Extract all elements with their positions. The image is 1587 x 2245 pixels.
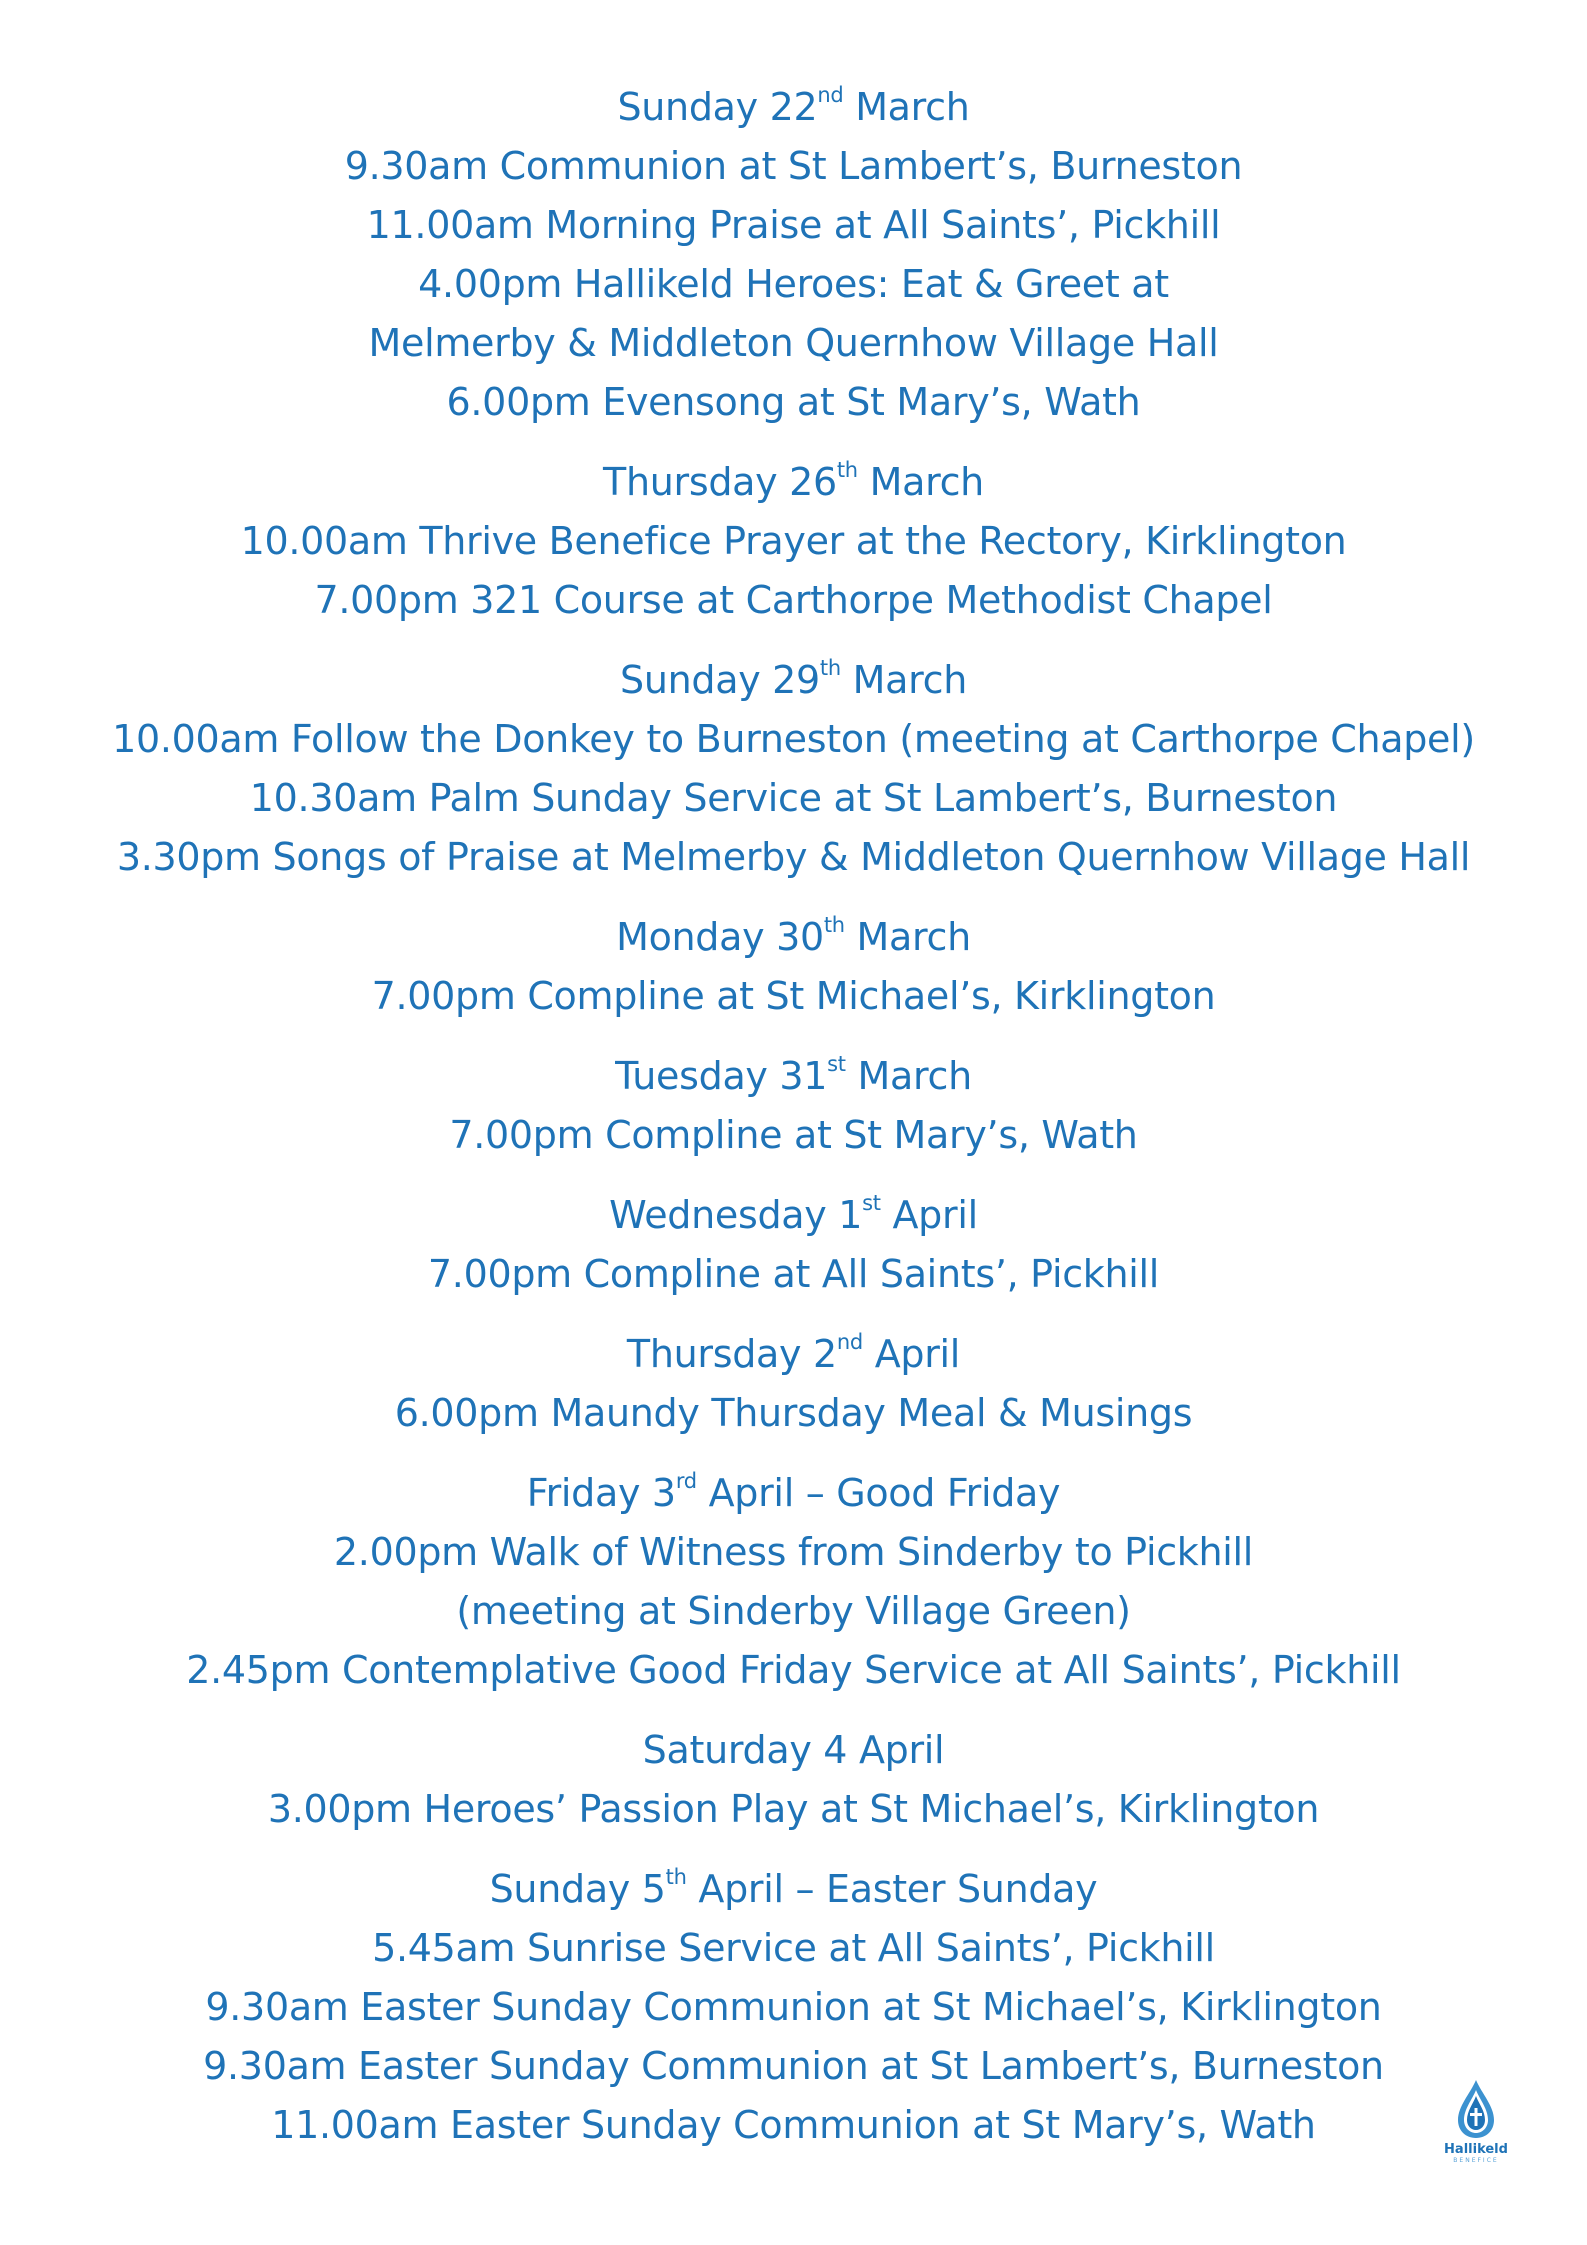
day-block <box>0 1860 1587 2155</box>
day-heading: Thursday 2nd April <box>626 1330 961 1376</box>
service-item: 10.00am Thrive Benefice Prayer at the Rectory, Kirklington <box>240 519 1347 563</box>
service-item: 2.45pm Contemplative Good Friday Service at All Saints’, Pickhill <box>186 1648 1401 1692</box>
water-drop-cross-icon <box>1440 2078 1512 2140</box>
day-heading: Monday 30th March <box>616 913 971 959</box>
service-item: 5.45am Sunrise Service at All Saints’, Pickhill <box>372 1926 1215 1970</box>
day-block <box>0 453 1587 630</box>
day-heading: Sunday 29th March <box>620 656 967 702</box>
day-block <box>0 1186 1587 1304</box>
day-heading: Tuesday 31st March <box>615 1052 972 1098</box>
service-item: 7.00pm Compline at St Mary’s, Wath <box>449 1113 1138 1157</box>
day-block <box>0 651 1587 887</box>
day-heading: Sunday 22nd March <box>617 83 970 129</box>
service-item: 3.00pm Heroes’ Passion Play at St Michael’s, Kirklington <box>267 1787 1320 1831</box>
service-item: 7.00pm Compline at All Saints’, Pickhill <box>427 1252 1160 1296</box>
service-item: 11.00am Easter Sunday Communion at St Mary’s, Wath <box>271 2103 1316 2147</box>
service-item: 9.30am Communion at St Lambert’s, Burneston <box>344 144 1243 188</box>
service-item: 2.00pm Walk of Witness from Sinderby to Pickhill <box>333 1530 1254 1574</box>
day-block <box>0 1721 1587 1839</box>
day-block <box>0 908 1587 1026</box>
day-heading: Wednesday 1st April <box>609 1191 978 1237</box>
service-item: 4.00pm Hallikeld Heroes: Eat & Greet at <box>418 262 1169 306</box>
service-item: 11.00am Morning Praise at All Saints’, Pickhill <box>366 203 1221 247</box>
logo-name: Hallikeld <box>1444 2142 1508 2157</box>
day-heading: Thursday 26th March <box>603 458 984 504</box>
day-block <box>0 1325 1587 1443</box>
logo-subtitle: BENEFICE <box>1453 2157 1499 2164</box>
service-item: 7.00pm Compline at St Michael’s, Kirklington <box>371 974 1216 1018</box>
service-item: 3.30pm Songs of Praise at Melmerby & Middleton Quernhow Village Hall <box>116 835 1471 879</box>
day-heading: Friday 3rd April – Good Friday <box>526 1469 1061 1515</box>
service-item: 9.30am Easter Sunday Communion at St Michael’s, Kirklington <box>205 1985 1382 2029</box>
day-block <box>0 1047 1587 1165</box>
service-item: Melmerby & Middleton Quernhow Village Hall <box>368 321 1219 365</box>
hallikeld-logo <box>1440 2078 1512 2188</box>
day-heading: Sunday 5th April – Easter Sunday <box>489 1865 1098 1911</box>
service-schedule <box>0 78 1587 2176</box>
service-item: 10.30am Palm Sunday Service at St Lambert’s, Burneston <box>249 776 1338 820</box>
service-item: 9.30am Easter Sunday Communion at St Lambert’s, Burneston <box>203 2044 1384 2088</box>
service-item: 6.00pm Evensong at St Mary’s, Wath <box>446 380 1141 424</box>
day-block <box>0 1464 1587 1700</box>
service-item: (meeting at Sinderby Village Green) <box>456 1589 1131 1633</box>
day-heading: Saturday 4 April <box>642 1728 945 1772</box>
service-item: 6.00pm Maundy Thursday Meal & Musings <box>394 1391 1193 1435</box>
service-item: 10.00am Follow the Donkey to Burneston (meeting at Carthorpe Chapel) <box>112 717 1475 761</box>
day-block <box>0 78 1587 432</box>
service-item: 7.00pm 321 Course at Carthorpe Methodist Chapel <box>314 578 1273 622</box>
